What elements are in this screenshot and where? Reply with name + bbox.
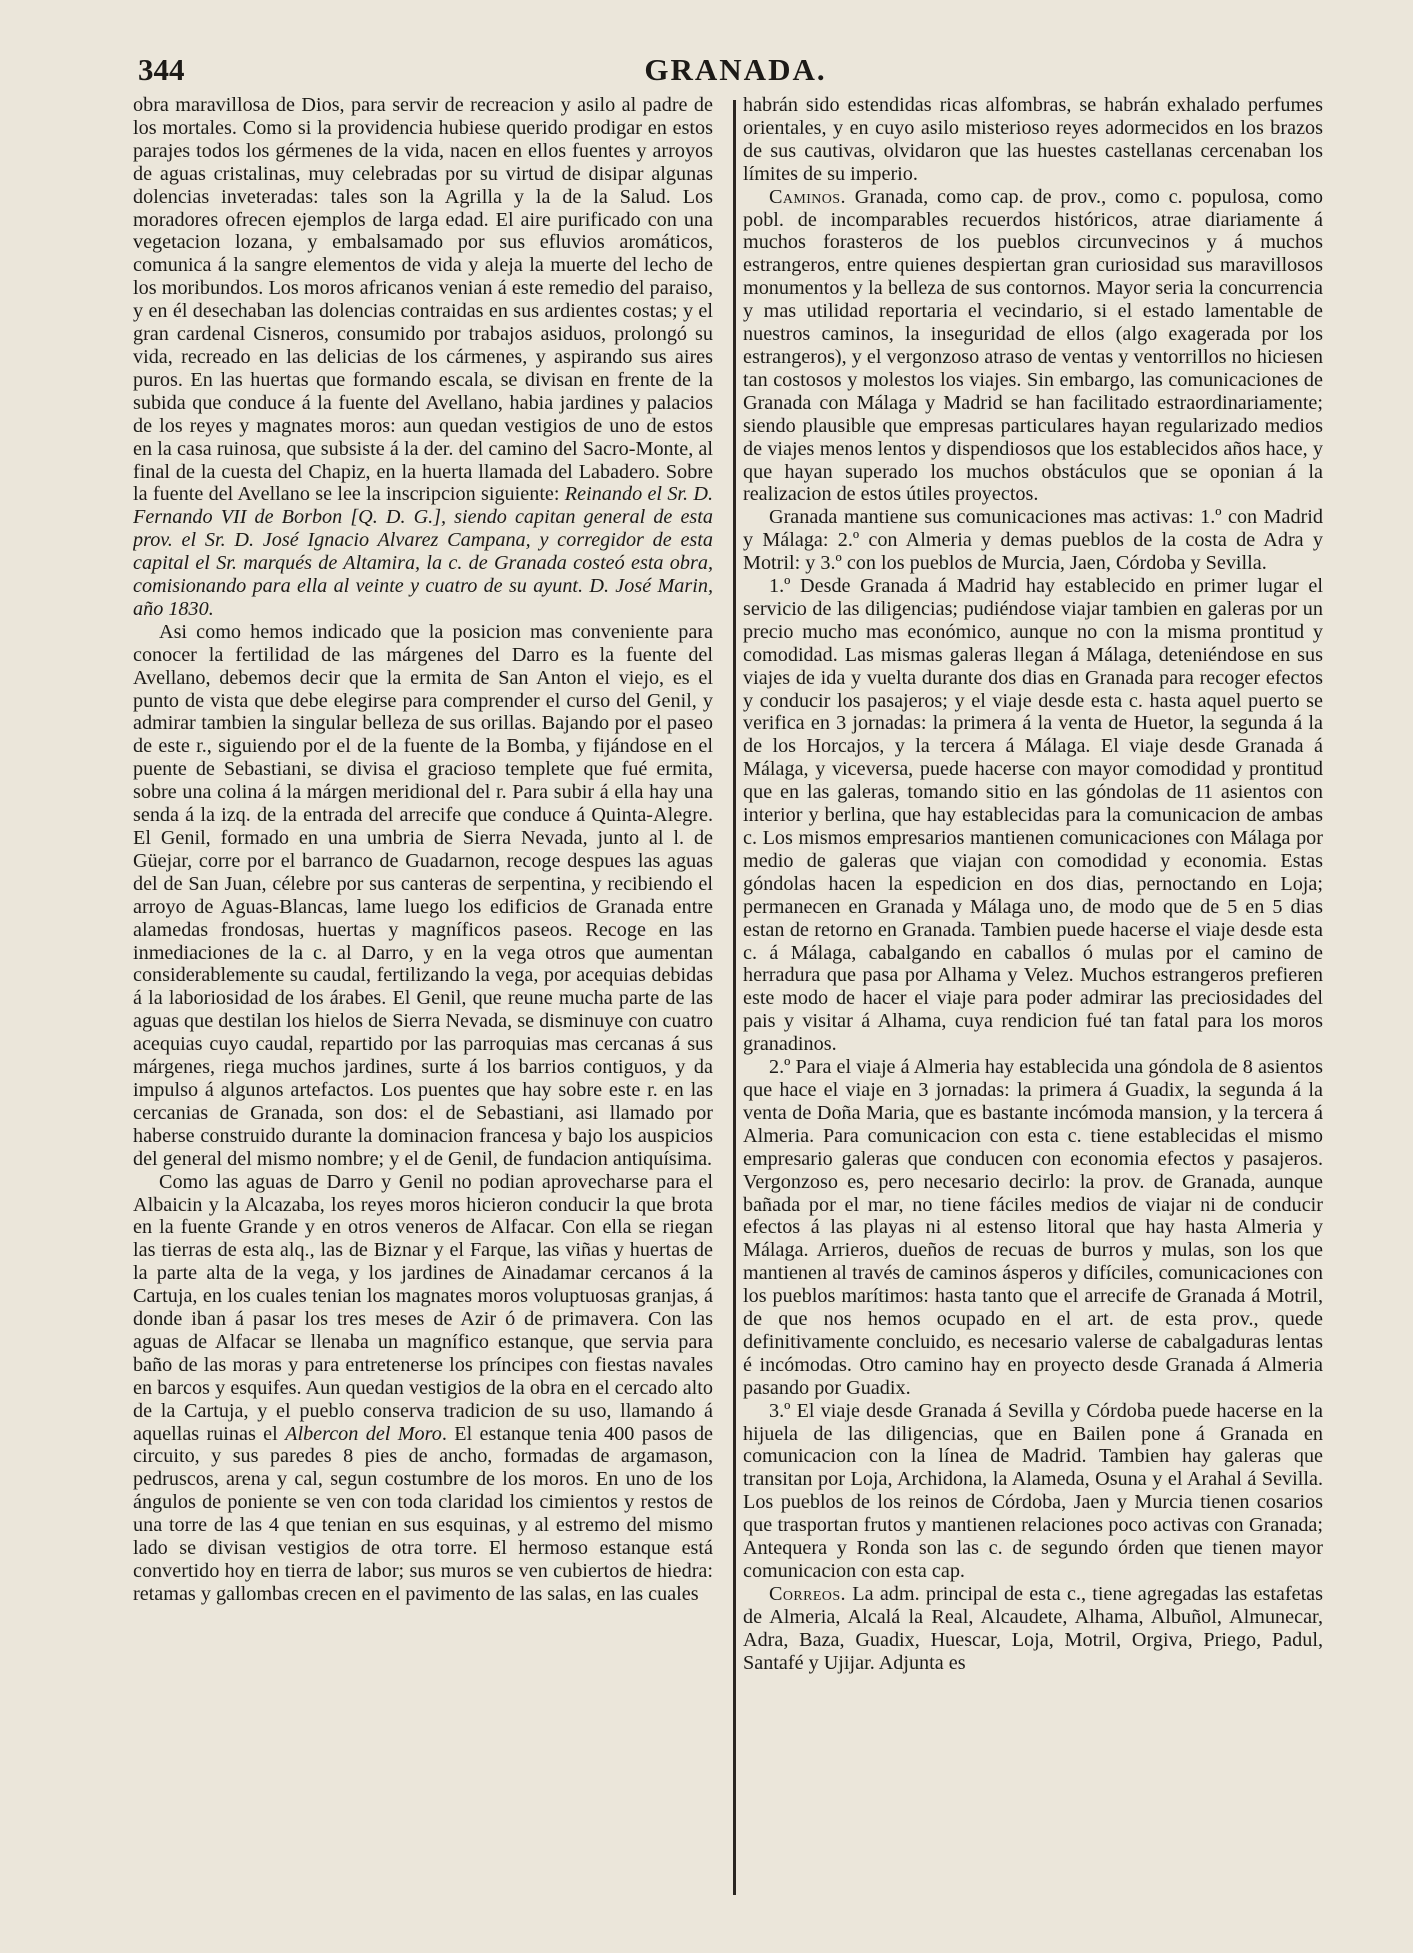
paragraph: 1.º Desde Granada á Madrid hay establecido en primer lugar el servicio de las diligencias; pudiéndose viajar tambien en galeras por un precio mucho mas económico, aunque no con la misma prontitud y comodidad. Las mismas galeras llegan á Málaga, deteniéndose en sus viajes de ida y vuelta durante dos dias en Granada para recoger efectos y conducir los pasajeros; y el viaje desde esta c. hasta aquel puerto se verifica en 3 jornadas: la primera á la venta de Huetor, la segunda á la de los Horcajos, y la tercera á Málaga. El viaje desde Granada á Málaga, y viceversa, puede hacerse con mayor comodidad y prontitud que en las galeras, tomando sitio en las góndolas de 11 asientos con interior y berlina, que hay establecidas para la comunicacion de ambas c. Los mismos empresarios mantienen comunicaciones con Málaga por medio de galeras que viajan con comodidad y economia. Estas góndolas hacen la espedicion en dos dias, pernoctando en Loja; permanecen en Granada y Málaga uno, de modo que de 5 en 5 dias estan de retorno en Granada. Tambien puede hacerse el viaje desde esta c. á Málaga, cabalgando en caballos ó mulas por el camino de herradura que pasa por Alhama y Velez. Muchos estrangeros prefieren este modo de hacer el viaje para poder admirar las preciosidades del pais y visitar á Alhama, cuya rendicion fué tan fatal para los moros granadinos.: [743, 575, 1323, 1056]
paragraph-text: Como las aguas de Darro y Genil no podian aprovecharse para el Albaicin y la Alcazaba, los reyes moros hicieron conducir la que brota en la fuente Grande y en otros veneros de Alfacar. Con ella se riegan las tierras de esta alq., las de Biznar y el Farque, las viñas y huertas de la parte alta de la vega, y los jardines de Ainadamar cercanos á la Cartuja, en los cuales tenian los magnates moros voluptuosas granjas, á donde iban á pasar los tres meses de Azir ó de primavera. Con las aguas de Alfacar se llenaba un magnífico estanque, que servia para baño de las moras y para entretenerse los príncipes con fiestas navales en barcos y esquifes. Aun quedan vestigios de la obra en el cercado alto de la Cartuja, y el pueblo conserva tradicion de su uso, llamando á aquellas ruinas el: [133, 1170, 713, 1445]
paragraph: 2.º Para el viaje á Almeria hay establecida una góndola de 8 asientos que hace el viaje en 3 jornadas: la primera á Guadix, la segunda á la venta de Doña Maria, que es bastante incómoda mansion, y la tercera á Almeria. Para comunicacion con esta c. tiene establecidas el mismo empresario galeras que conducen con economia efectos y pasajeros. Vergonzoso es, pero necesario decirlo: la prov. de Granada, aunque bañada por el mar, no tiene fáciles medios de viajar ni de conducir efectos á las playas ni al estenso litoral que hay hasta Almeria y Málaga. Arrieros, dueños de recuas de burros y mulas, son los que mantienen al través de caminos ásperos y difíciles, comunicaciones con los pueblos marítimos: hasta tanto que el arrecife de Granada á Motril, de que nos hemos ocupado en el art. de esta prov., quede definitivamente concluido, es necesario valerse de cabalgaduras lentas é incómodas. Otro camino hay en proyecto desde Granada á Almeria pasando por Guadix.: [743, 1056, 1323, 1399]
paragraph: Granada mantiene sus comunicaciones mas activas: 1.º con Madrid y Málaga: 2.º con Almeria y demas pueblos de la costa de Adra y Motril: y 3.º con los pueblos de Murcia, Jaen, Córdoba y Sevilla.: [743, 506, 1323, 575]
paragraph-text: Granada, como cap. de prov., como c. populosa, como pobl. de incomparables recuerdos históricos, atrae diariamente á muchos forasteros de los pueblos circunvecinos y á muchos estrangeros, entre quienes despiertan gran curiosidad sus maravillosos monumentos y la belleza de sus contornos. Mayor seria la concurrencia y mas utilidad reportaria el vecindario, si el estado lamentable de nuestros caminos, la inseguridad de ellos (algo exagerada por los estrangeros), y el vergonzoso atraso de ventas y ventorrillos no hiciesen tan costosos y molestos los viajes. Sin embargo, las comunicaciones de Granada con Málaga y Madrid se han facilitado estraordinariamente; siendo plausible que empresas particulares hayan regularizado medios de viajes menos lentos y dispendiosos que los establecidos años hace, y que hayan superado los muchos obstáculos que se oponian á la realizacion de estos útiles proyectos.: [743, 185, 1323, 506]
column-divider: [733, 100, 736, 1895]
inscription-text: Reinando el Sr. D. Fernando VII de Borbon [Q. D. G.], siendo capitan general de esta prov. el Sr. D. José Ignacio Alvarez Campana, y corregidor de esta capital el Sr. marqués de Altamira, la c. de Granada costeó esta obra, comisionando para ella al veinte y cuatro de su ayunt. D. José Marin, año 1830.: [133, 483, 713, 620]
page-title: GRANADA.: [644, 52, 827, 87]
paragraph: Asi como hemos indicado que la posicion mas conveniente para conocer la fertilidad de las márgenes del Darro es la fuente del Avellano, debemos decir que la ermita de San Anton el viejo, es el punto de vista que debe elegirse para comprender el curso del Genil, y admirar tambien la singular belleza de sus orillas. Bajando por el paseo de este r., siguiendo por el de la fuente de la Bomba, y fijándose en el puente de Sebastiani, se divisa el gracioso templete que fué ermita, sobre una colina á la márgen meridional del r. Para subir á ella hay una senda á la izq. de la entrada del arrecife que conduce á Quinta-Alegre. El Genil, formado en una umbria de Sierra Nevada, junto al l. de Güejar, corre por el barranco de Guadarnon, recoge despues las aguas del de San Juan, célebre por sus canteras de serpentina, y recibiendo el arroyo de Aguas-Blancas, lame luego los edificios de Granada entre alamedas frondosas, huertas y magníficos paseos. Recoge en las inmediaciones de la c. al Darro, y en la vega otros que aumentan considerablemente su caudal, fertilizando la vega, por acequias debidas á la laboriosidad de los árabes. El Genil, que reune mucha parte de las aguas que destilan los hielos de Sierra Nevada, se disminuye con cuatro acequias cuyo caudal, repartido por las parroquias mas cercanas á sus márgenes, riega muchos jardines, surte á los barrios contiguos, y da impulso á algunos artefactos. Los puentes que hay sobre este r. en las cercanias de Granada, son dos: el de Sebastiani, asi llamado por haberse construido durante la dominacion francesa y bajo los auspicios del general del mismo nombre; y el de Genil, de fundacion antiquísima.: [133, 620, 713, 1170]
paragraph: [133, 94, 713, 621]
paragraph: habrán sido estendidas ricas alfombras, se habrán exhalado perfumes orientales, y en cuyo asilo misterioso reyes adormecidos en los brazos de sus cautivas, olvidaron que las huestes castellanas cercenaban los límites de su imperio.: [743, 94, 1323, 185]
section-caminos: [743, 186, 1323, 507]
paragraph: 3.º El viaje desde Granada á Sevilla y Córdoba puede hacerse en la hijuela de las diligencias, que en Bailen pone á Granada en comunicacion con la línea de Madrid. Tambien hay galeras que transitan por Loja, Archidona, la Alameda, Osuna y el Arahal á Sevilla. Los pueblos de los reinos de Córdoba, Jaen y Murcia tienen cosarios que trasportan frutos y mantienen relaciones poco activas con Granada; Antequera y Ronda son las c. de segundo órden que tienen mayor comunicacion con esta cap.: [743, 1399, 1323, 1582]
place-name: Albercon del Moro: [285, 1422, 442, 1445]
page-number: 344: [138, 52, 185, 87]
paragraph-text: . El estanque tenia 400 pasos de circuito, y sus paredes 8 pies de ancho, formadas de argamason, pedruscos, arena y cal, segun costumbre de los moros. En uno de los ángulos de poniente se ven con toda claridad los cimientos y restos de una torre de las 4 que tenian en sus esquinas, y al estremo del mismo lado se divisan vestigios de otra torre. El hermoso estanque está convertido hoy en tierra de labor; sus muros se ven cubiertos de hiedra: retamas y gallombas crecen en el pavimento de las salas, en las cuales: [133, 1422, 713, 1605]
paragraph: [133, 1171, 713, 1606]
section-heading: Correos.: [769, 1582, 846, 1605]
left-column: [133, 94, 713, 1899]
paragraph-text: La adm. principal de esta c., tiene agregadas las estafetas de Almeria, Alcalá la Real, Alcaudete, Alhama, Albuñol, Almunecar, Adra, Baza, Guadix, Huescar, Loja, Motril, Orgiva, Priego, Padul, Santafé y Ujijar. Adjunta es: [743, 1582, 1323, 1674]
paragraph-text: obra maravillosa de Dios, para servir de recreacion y asilo al padre de los mortales. Como si la providencia hubiese querido prodigar en estos parajes todos los gérmenes de la vida, nacen en ellos fuentes y arroyos de aguas cristalinas, muy celebradas por su virtud de disipar algunas dolencias inveteradas: tales son la Agrilla y la de la Salud. Los moradores ofrecen ejemplos de larga edad. El aire purificado con una vegetacion lozana, y embalsamado por sus efluvios aromáticos, comunica á la sangre elementos de vida y aleja la muerte del lecho de los moribundos. Los moros africanos venian á este remedio del paraiso, y en él desechaban las dolencias contraidas en sus ardientes costas; y el gran cardenal Cisneros, consumido por trabajos asiduos, prolongó su vida, recreado en las delicias de los cármenes, y aspirando sus aires puros. En las huertas que formando escala, se divisan en frente de la subida que conduce á la fuente del Avellano, habia jardines y palacios de los reyes y magnates moros: aun quedan vestigios de uno de estos en la casa ruinosa, que subsiste á la der. del camino del Sacro-Monte, al final de la cuesta del Chapiz, en la huerta llamada del Labadero. Sobre la fuente del Avellano se lee la inscripcion siguiente:: [133, 94, 713, 506]
running-header: [138, 52, 1333, 88]
section-correos: [743, 1583, 1323, 1675]
right-column: [743, 94, 1323, 1899]
section-heading: Caminos.: [769, 185, 846, 208]
